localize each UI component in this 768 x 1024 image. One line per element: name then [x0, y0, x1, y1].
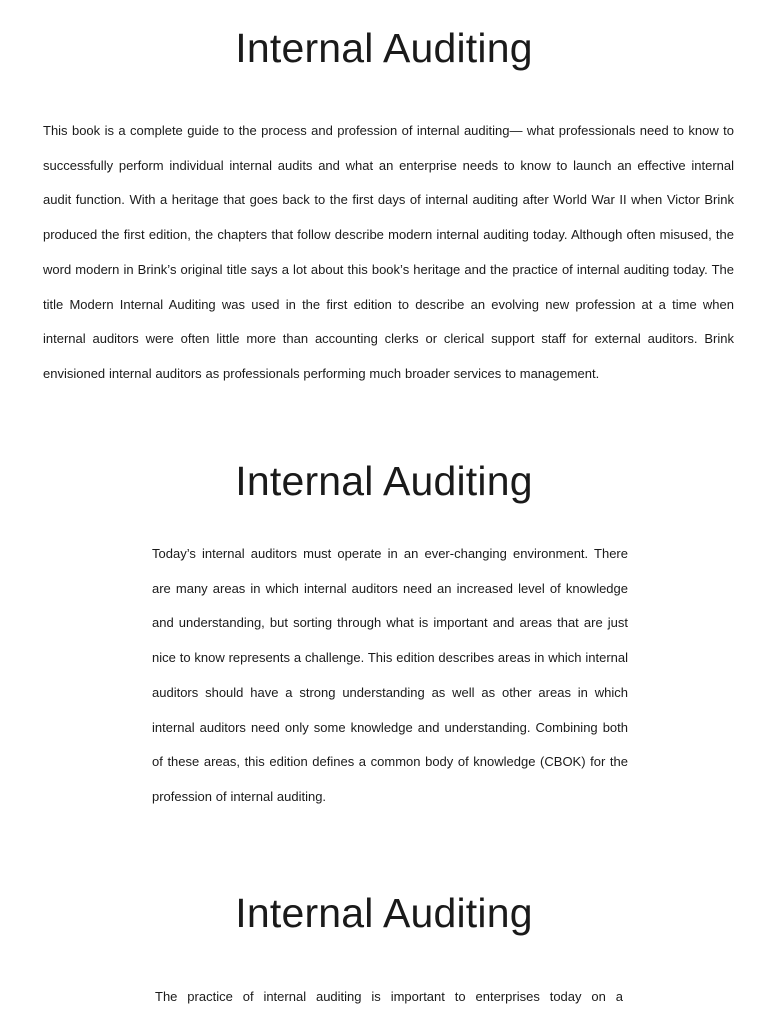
section-title: Internal Auditing: [235, 25, 533, 71]
section-paragraph: This book is a complete guide to the process and profession of internal auditing— what professionals need to know to successfully perform individual internal audits and what an enterprise needs to know to launch an effective internal audit function. With a heritage that goes back to the first days of internal auditing after World War II when Victor Brink produced the first edition, the chapters that follow describe modern internal auditing today. Although often misused, the word modern in Brink’s original title says a lot about this book’s heritage and the practice of internal auditing today. The title Modern Internal Auditing was used in the first edition to describe an evolving new profession at a time when internal auditors were often little more than accounting clerks or clerical support staff for external auditors. Brink envisioned internal auditors as professionals performing much broader services to management.: [43, 123, 734, 381]
section-paragraph: The practice of internal auditing is important to enterprises today on a: [155, 989, 623, 1004]
section-paragraph: Today’s internal auditors must operate in an ever-changing environment. There are many areas in which internal auditors need an increased level of knowledge and understanding, but sorting through what is important and areas that are just nice to know represents a challenge. This edition describes areas in which internal auditors should have a strong understanding as well as other areas in which internal auditors need only some knowledge and understanding. Combining both of these areas, this edition defines a common body of knowledge (CBOK) for the profession of internal auditing.: [152, 546, 628, 804]
section-title: Internal Auditing: [235, 890, 533, 936]
section-title: Internal Auditing: [235, 458, 533, 504]
